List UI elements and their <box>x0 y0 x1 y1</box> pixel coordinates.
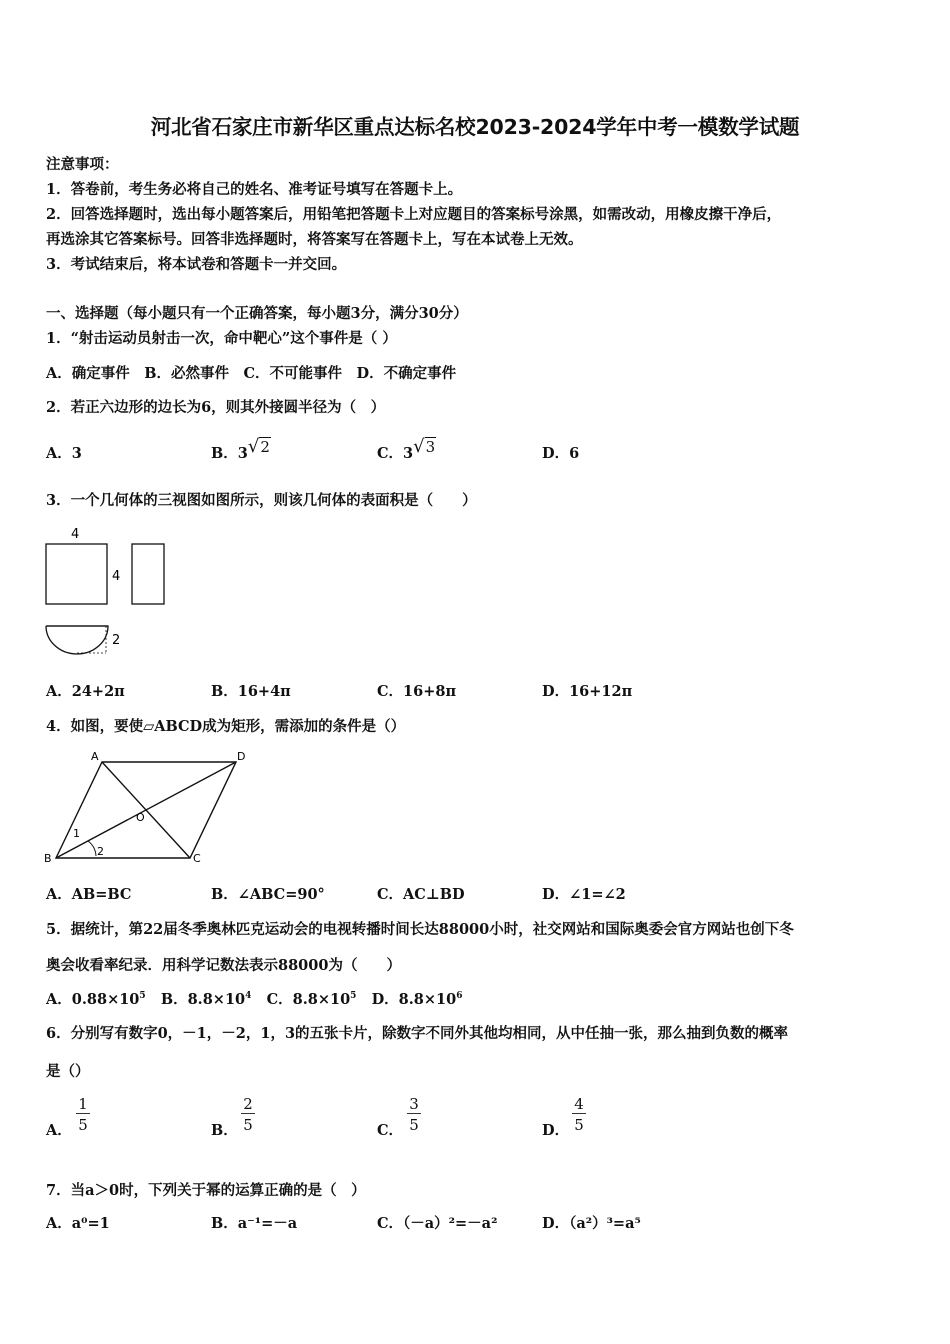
q4-stem: 4．如图，要使▱ABCD成为矩形，需添加的条件是（） <box>46 718 406 735</box>
q6-option-b-label: B． <box>211 1122 238 1139</box>
q4-label-c: C <box>193 852 201 865</box>
q2-option-d: D．6 <box>542 445 580 462</box>
q4-parallelogram-figure <box>40 748 260 868</box>
q3-option-c: C．16+8π <box>377 683 457 700</box>
q3-three-view-figure <box>40 522 170 662</box>
page-title: 河北省石家庄市新华区重点达标名校2023-2024学年中考一模数学试题 <box>150 115 800 139</box>
q4-option-a: A．AB=BC <box>46 886 132 903</box>
q7-stem: 7．当a＞0时，下列关于幂的运算正确的是（ ） <box>46 1182 366 1199</box>
q3-top-label: 4 <box>71 527 80 542</box>
q6-stem-line2: 是（） <box>46 1063 90 1080</box>
q3-side-label: 4 <box>112 569 121 584</box>
q7-option-a: A．a⁰=1 <box>46 1215 110 1232</box>
q5-stem-line1: 5．据统计，第22届冬季奥林匹克运动会的电视转播时间长达88000小时，社交网站和国际奥委会官方网站也创下冬 <box>46 921 794 938</box>
q7-option-d: D．（a²）³=a⁵ <box>542 1215 641 1232</box>
q4-label-angle2: 2 <box>97 845 104 858</box>
sqrt-symbol: √2 <box>247 436 270 457</box>
q5-option-d-exp: 6 <box>456 991 463 1002</box>
q4-option-c: C．AC⊥BD <box>377 886 465 903</box>
q4-label-a: A <box>91 750 99 763</box>
q4-option-b: B．∠ABC=90° <box>211 886 325 903</box>
q4-option-d: D．∠1=∠2 <box>542 886 626 903</box>
q2-option-a: A．3 <box>46 445 82 462</box>
q6-option-c-numerator: 3 <box>407 1095 421 1114</box>
q6-option-b-fraction <box>241 1095 255 1136</box>
q6-option-a-label: A． <box>46 1122 72 1139</box>
q1-stem: 1．“射击运动员射击一次，命中靶心”这个事件是（ ） <box>46 330 397 347</box>
q5-options <box>46 988 463 1009</box>
notice-item-2-cont: 再选涂其它答案标号。回答非选择题时，将答案写在答题卡上，写在本试卷上无效。 <box>46 231 583 248</box>
q6-option-d-denominator: 5 <box>574 1116 584 1134</box>
q7-option-c: C．（－a）²=－a² <box>377 1215 498 1232</box>
notice-heading: 注意事项： <box>46 156 119 173</box>
q1-options: A．确定事件 B．必然事件 C．不可能事件 D．不确定事件 <box>46 365 457 382</box>
q4-diagonal-bd <box>56 762 236 858</box>
q4-label-o: O <box>136 811 145 824</box>
q7-option-b: B．a⁻¹=－a <box>211 1215 298 1232</box>
q2-option-b <box>211 436 271 463</box>
q5-option-a-exp: 5 <box>139 991 146 1002</box>
q4-label-d: D <box>237 750 246 763</box>
q5-option-a: A．0.88×10 <box>46 991 140 1008</box>
q6-option-d-fraction <box>572 1095 586 1136</box>
q6-option-d-label: D． <box>542 1122 570 1139</box>
notice-item-2: 2．回答选择题时，选出每小题答案后，用铅笔把答题卡上对应题目的答案标号涂黑，如需改动，用橡皮擦干净后， <box>46 206 782 223</box>
q2-option-b-radicand: 2 <box>260 438 270 456</box>
q4-label-b: B <box>44 852 52 865</box>
q2-option-c <box>377 436 436 463</box>
q6-option-b-denominator: 5 <box>243 1116 253 1134</box>
sqrt-symbol: √3 <box>413 436 436 457</box>
q5-option-c-exp: 5 <box>350 991 357 1002</box>
q3-option-d: D．16+12π <box>542 683 633 700</box>
q3-side-view <box>132 544 164 604</box>
q3-bottom-label: 2 <box>112 633 121 648</box>
q3-option-b: B．16+4π <box>211 683 291 700</box>
q2-option-c-radicand: 3 <box>425 438 436 456</box>
q6-option-b-numerator: 2 <box>241 1095 255 1114</box>
q5-option-b-exp: 4 <box>245 991 252 1002</box>
q6-option-d-numerator: 4 <box>572 1095 586 1114</box>
q3-front-view <box>46 544 107 604</box>
q5-option-b: B．8.8×10 <box>160 991 246 1008</box>
q2-option-c-prefix: C．3 <box>377 445 414 462</box>
q3-stem: 3．一个几何体的三视图如图所示，则该几何体的表面积是（ ） <box>46 492 477 509</box>
q2-option-b-prefix: B．3 <box>211 445 248 462</box>
q3-option-a: A．24+2π <box>46 683 125 700</box>
notice-item-3: 3．考试结束后，将本试卷和答题卡一并交回。 <box>46 256 347 273</box>
q6-option-c-denominator: 5 <box>409 1116 419 1134</box>
q6-option-c-label: C． <box>377 1122 404 1139</box>
q5-stem-line2: 奥会收看率纪录．用科学记数法表示88000为（ ） <box>46 957 401 974</box>
q4-label-angle1: 1 <box>73 827 80 840</box>
q5-option-c: C．8.8×10 <box>266 991 351 1008</box>
q2-stem: 2．若正六边形的边长为6，则其外接圆半径为（ ） <box>46 399 386 416</box>
q3-top-view-semicircle <box>46 626 108 654</box>
q6-option-a-fraction <box>76 1095 90 1136</box>
q6-option-a-numerator: 1 <box>76 1095 90 1114</box>
q6-stem-line1: 6．分别写有数字0，－1，－2，1，3的五张卡片，除数字不同外其他均相同，从中任抽一张，那么抽到负数的概率 <box>46 1025 789 1042</box>
q6-option-a-denominator: 5 <box>78 1116 88 1134</box>
q6-option-c-fraction <box>407 1095 421 1136</box>
q5-option-d: D．8.8×10 <box>371 991 457 1008</box>
notice-item-1: 1．答卷前，考生务必将自己的姓名、准考证号填写在答题卡上。 <box>46 181 463 198</box>
section-heading: 一、选择题（每小题只有一个正确答案，每小题3分，满分30分） <box>46 305 468 322</box>
